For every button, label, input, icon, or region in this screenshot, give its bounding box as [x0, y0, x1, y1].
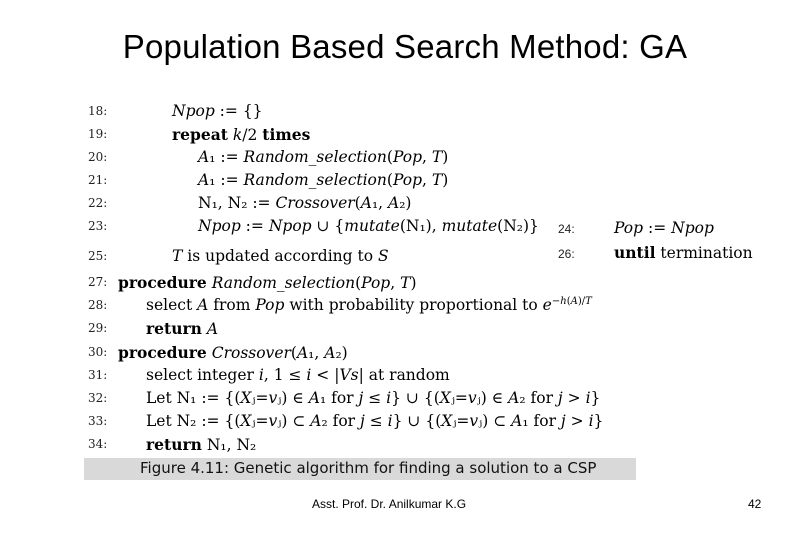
line-number: 23: — [88, 219, 108, 233]
line-number: 21: — [88, 173, 108, 187]
footer-author: Asst. Prof. Dr. Anilkumar K.G — [312, 497, 467, 511]
line-number: 26: — [558, 247, 575, 261]
line-number: 19: — [88, 127, 108, 141]
slide-title: Population Based Search Method: GA — [122, 28, 688, 65]
code-line-34: return N₁, N₂ — [146, 435, 257, 454]
code-line-27: procedure Random_selection(Pop, T) — [118, 273, 417, 292]
line-number: 32: — [88, 391, 108, 405]
line-number: 18: — [88, 104, 108, 118]
code-line-20: A₁ := Random_selection(Pop, T) — [198, 148, 449, 166]
line-number: 33: — [88, 414, 108, 428]
line-number: 28: — [88, 298, 108, 312]
code-line-32: Let N₁ := {(Xⱼ=vⱼ) ∈ A₁ for j ≤ i} ∪ {(Xⱼ=vⱼ) ∈ A₂ for j > i} — [146, 389, 601, 407]
page-number: 42 — [748, 497, 762, 511]
code-line-31: select integer i, 1 ≤ i < |Vs| at random — [146, 366, 450, 384]
line-number: 34: — [88, 437, 108, 451]
code-line-29: return A — [146, 319, 219, 338]
code-line-25: T is updated according to S — [172, 247, 389, 265]
code-line-19: repeat k/2 times — [172, 125, 311, 144]
line-number: 30: — [88, 345, 108, 359]
line-number: 27: — [88, 275, 108, 289]
line-number: 31: — [88, 368, 108, 382]
figure-caption-bar — [84, 458, 636, 480]
code-line-18: Npop := {} — [172, 102, 263, 120]
code-line-23: Npop := Npop ∪ {mutate(N₁), mutate(N₂)} — [198, 217, 539, 235]
line-number: 22: — [88, 196, 108, 210]
algorithm-figure — [84, 96, 640, 482]
code-line-22: N₁, N₂ := Crossover(A₁, A₂) — [198, 194, 412, 212]
code-line-30: procedure Crossover(A₁, A₂) — [118, 343, 348, 362]
code-line-24: Pop := Npop — [614, 219, 714, 237]
line-number: 20: — [88, 150, 108, 164]
line-number: 24: — [558, 222, 575, 236]
code-line-28: select A from Pop with probability proportional to $e^{-h(A)/T}$ — [146, 296, 592, 315]
code-line-33: Let N₂ := {(Xⱼ=vⱼ) ⊂ A₂ for j ≤ i} ∪ {(Xⱼ=vⱼ) ⊂ A₁ for j > i} — [146, 412, 604, 430]
line-number: 25: — [88, 249, 108, 263]
code-line-21: A₁ := Random_selection(Pop, T) — [198, 171, 449, 189]
line-number: 29: — [88, 321, 108, 335]
code-line-26: until termination — [614, 243, 753, 262]
figure-caption: Figure 4.11: Genetic algorithm for finding a solution to a CSP — [140, 459, 597, 477]
